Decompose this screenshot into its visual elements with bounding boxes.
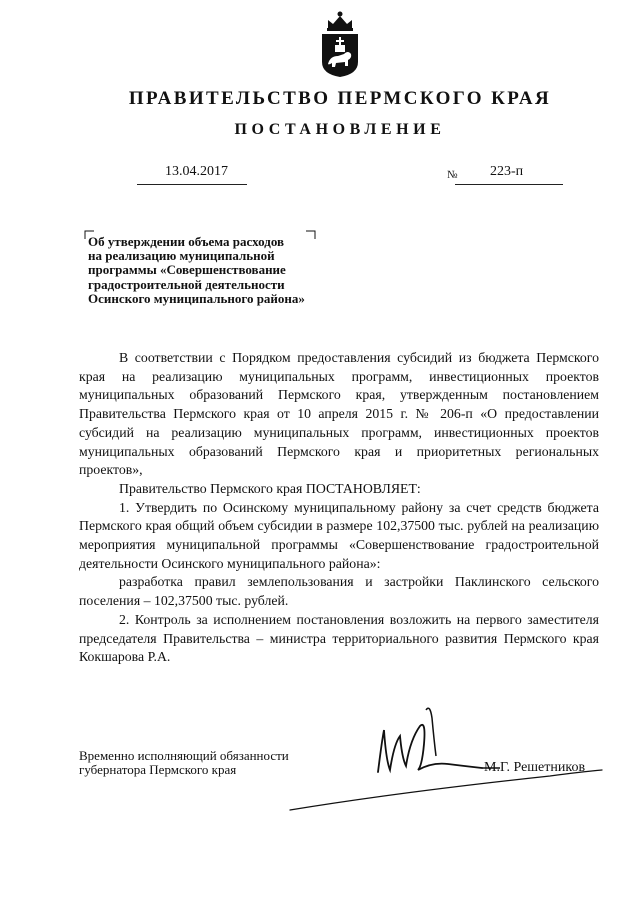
document-date: 13.04.2017 bbox=[165, 164, 228, 179]
body-paragraph: 1. Утвердить по Осинскому муниципальному району за счет средств бюджета Пермского края общий объем субсидии в размере 102,37500 тыс. рублей на реализацию мероприятия муниципальной программы «Совершенствование градостроительной деятельности Осинского муниципального района»: bbox=[79, 499, 599, 571]
document-subject bbox=[88, 235, 338, 306]
body-paragraph: В соответствии с Порядком предоставления субсидий из бюджета Пермского края на реализацию муниципальных программ, инвестиционных проектов муниципальных образований Пермского края, утвержденным постановлением Правительства Пермского края от 10 апреля 2015 г. № 206-п «О предоставлении субсидий на реализацию муниципальных программ, инвестиционных проектов муниципальных образований Пермского края и приоритетных региональных проектов», bbox=[79, 350, 599, 478]
subject-line: на реализацию муниципальной bbox=[88, 248, 275, 264]
coat-of-arms-emblem bbox=[318, 8, 362, 78]
number-sign: № bbox=[447, 169, 458, 181]
signer-name: М.Г. Решетников bbox=[484, 760, 586, 775]
document-number: 223-п bbox=[490, 164, 524, 179]
subject-line: программы «Совершенствование bbox=[88, 262, 286, 278]
signatory-position-line: Временно исполняющий обязанности bbox=[79, 748, 289, 763]
document-type: ПОСТАНОВЛЕНИЕ bbox=[234, 121, 446, 138]
subject-line: градостроительной деятельности bbox=[88, 276, 285, 292]
body-paragraph: 2. Контроль за исполнением постановления возложить на первого заместителя председателя Правительства – министра территориального развития Пермского края Кокшарова Р.А. bbox=[79, 611, 599, 665]
body-paragraph: Правительство Пермского края ПОСТАНОВЛЯЕТ: bbox=[119, 480, 421, 496]
subject-line: Об утверждении объема расходов bbox=[88, 234, 285, 249]
subject-line: Осинского муниципального района» bbox=[88, 290, 305, 306]
organization-title: ПРАВИТЕЛЬСТВО ПЕРМСКОГО КРАЯ bbox=[128, 88, 552, 109]
signatory-position-line: губернатора Пермского края bbox=[79, 762, 237, 777]
body-paragraph: разработка правил землепользования и застройки Паклинского сельского поселения – 102,37500 тыс. рублей. bbox=[79, 574, 599, 609]
body-text bbox=[79, 349, 599, 667]
